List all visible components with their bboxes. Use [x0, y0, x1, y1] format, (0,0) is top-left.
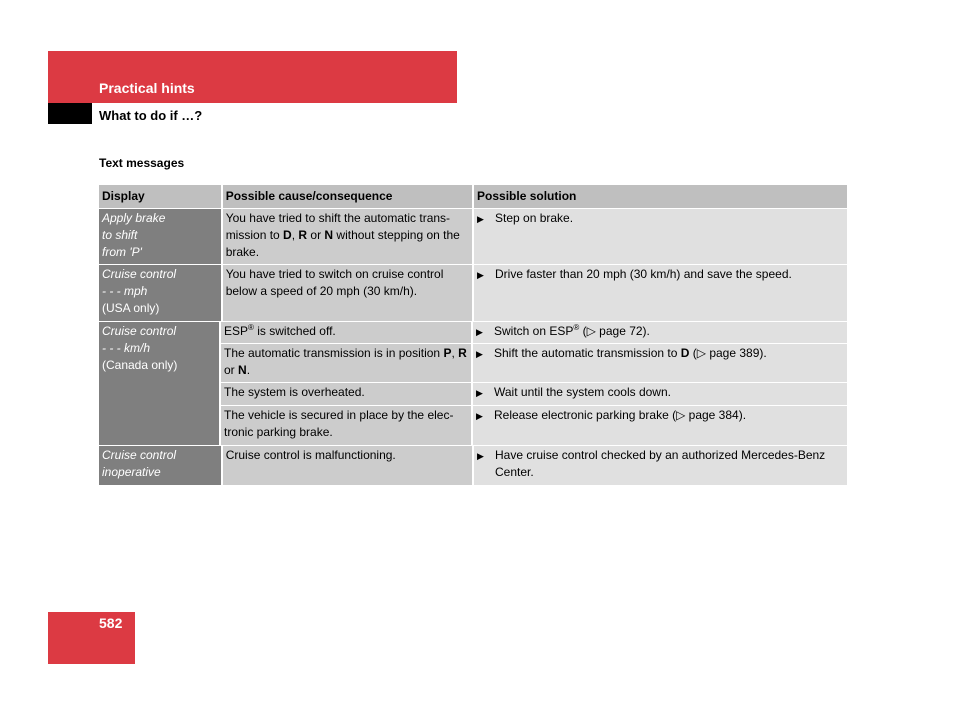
cause-bold: N — [324, 228, 334, 242]
cause-bold: N — [238, 363, 247, 377]
bullet-icon: ▶ — [476, 327, 483, 337]
solution-cell — [473, 383, 847, 405]
col-cause: Possible cause/consequence — [223, 185, 472, 208]
solution-text: Wait until the system cools down. — [494, 385, 671, 399]
solution-text: Drive faster than 20 mph (30 km/h) and save the speed. — [495, 267, 792, 281]
display-line: Cruise control — [102, 267, 177, 281]
display-line: Apply brake — [102, 211, 166, 225]
table-row — [99, 445, 847, 485]
solution-cell — [474, 265, 847, 321]
table-row — [99, 208, 847, 264]
display-note: (Canada only) — [102, 358, 178, 372]
display-note: (USA only) — [102, 301, 160, 315]
cause-text: or — [307, 228, 325, 242]
solution-cell — [473, 406, 847, 445]
cause-text: or — [224, 363, 239, 377]
chapter-title: Practical hints — [99, 80, 195, 96]
cause-cell: The system is overheated. — [221, 383, 471, 405]
table-row-group — [99, 321, 847, 445]
display-line: from 'P' — [102, 245, 142, 259]
table-header — [99, 185, 847, 208]
display-cell — [99, 322, 219, 445]
solution-text: (▷ page 389). — [689, 346, 767, 360]
col-solution: Possible solution — [474, 185, 847, 208]
cause-text: is switched off. — [253, 324, 336, 338]
cause-bold: D — [283, 228, 292, 242]
table-row — [219, 382, 847, 405]
cause-bold: R — [298, 228, 308, 242]
solution-text: Have cruise control checked by an authorized Mercedes-Benz Center. — [495, 448, 826, 479]
bullet-icon: ▶ — [477, 451, 484, 461]
cause-cell — [221, 322, 471, 343]
cause-cell: The vehicle is secured in place by the elec-tronic parking brake. — [221, 406, 471, 445]
display-line: - - - km/h — [102, 341, 150, 355]
solution-text: Switch on ESP — [494, 324, 574, 338]
bullet-icon: ▶ — [476, 411, 483, 421]
cause-cell — [223, 209, 472, 264]
bullet-icon: ▶ — [476, 349, 483, 359]
table-row — [99, 264, 847, 321]
cause-text: , — [291, 228, 299, 242]
bullet-icon: ▶ — [476, 388, 483, 398]
display-cell — [99, 209, 221, 264]
cause-bold: R — [458, 346, 467, 360]
bullet-icon: ▶ — [477, 270, 484, 280]
solution-cell — [473, 322, 847, 343]
cause-cell: You have tried to switch on cruise control below a speed of 20 mph (30 km/h). — [223, 265, 472, 321]
header-marker — [48, 103, 92, 124]
solution-cell — [473, 344, 847, 382]
display-cell — [99, 446, 221, 485]
cause-text: without stepping on the brake. — [225, 228, 460, 259]
cause-cell: Cruise control is malfunctioning. — [223, 446, 472, 485]
table-row — [219, 405, 847, 445]
cause-bold: P — [443, 346, 452, 360]
table-row — [219, 343, 847, 382]
solution-text: Step on brake. — [495, 211, 574, 225]
display-line: inoperative — [102, 465, 161, 479]
cause-text: ESP — [224, 324, 249, 338]
solution-cell — [474, 446, 847, 485]
display-line: to shift — [102, 228, 138, 242]
solution-text: Release electronic parking brake (▷ page 384). — [494, 408, 747, 422]
display-line: Cruise control — [102, 448, 177, 462]
display-line: - - - mph — [102, 284, 148, 298]
registered-mark: ® — [573, 323, 580, 332]
section-subtitle: What to do if …? — [99, 108, 203, 123]
bullet-icon: ▶ — [477, 214, 484, 224]
display-line: Cruise control — [102, 324, 177, 338]
solution-text: (▷ page 72). — [579, 324, 650, 338]
solution-text: Shift the automatic transmission to — [494, 346, 681, 360]
cause-text: You have tried to shift the automatic trans-mission to — [225, 211, 451, 242]
solution-bold: D — [680, 346, 690, 360]
table-row — [219, 322, 847, 343]
col-display: Display — [99, 185, 221, 208]
cause-cell — [221, 344, 471, 382]
cause-text: , — [451, 346, 459, 360]
messages-table — [99, 185, 847, 485]
cause-text: . — [246, 363, 251, 377]
solution-cell — [474, 209, 847, 264]
display-cell — [99, 265, 221, 321]
table-title: Text messages — [99, 156, 185, 170]
page-number: 582 — [99, 615, 123, 631]
cause-text: The automatic transmission is in position — [224, 346, 444, 360]
registered-mark: ® — [248, 323, 254, 332]
